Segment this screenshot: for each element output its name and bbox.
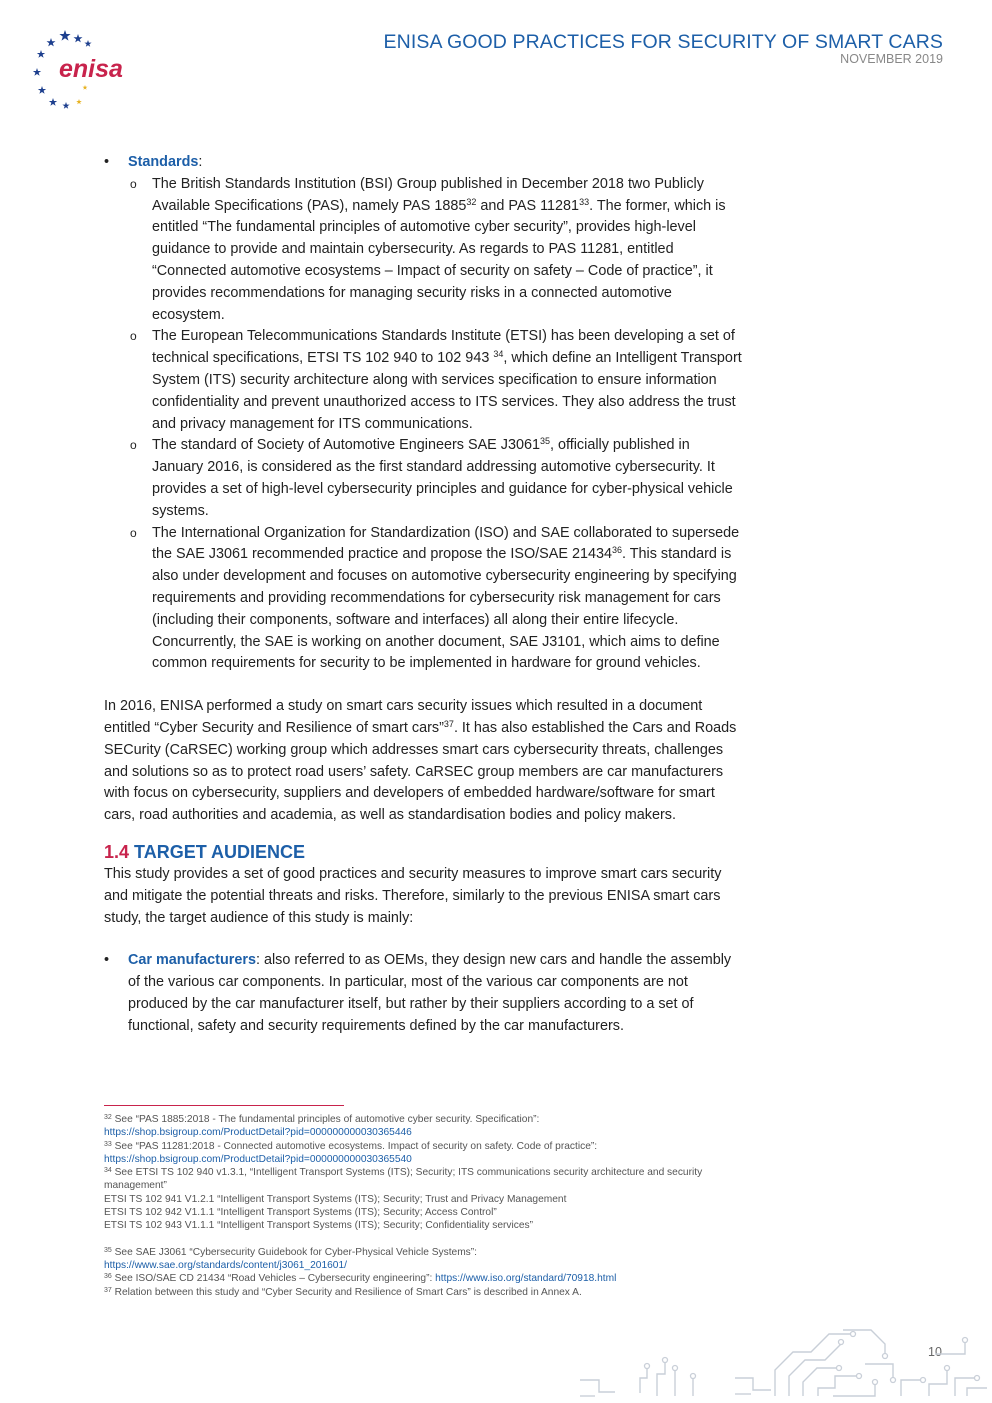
audience-list [104,950,744,1037]
item-text: , which define an Intelligent Transport System (ITS) security architecture along with services specification to ensure information confidentiality and prevent unauthorized access to ITS services. They also address the trust and privacy management for ITS communications. [152,350,742,432]
footnote-number: 35 [104,1246,112,1254]
footnote-34-line2: ETSI TS 102 941 V1.2.1 “Intelligent Transport Systems (ITS); Security; Trust and Privacy Management [104,1193,567,1205]
page-number: 10 [928,1345,942,1359]
footnote-number: 33 [104,1140,112,1148]
footnote-separator [104,1105,344,1106]
footnote-ref-33[interactable]: 33 [579,196,590,207]
car-manufacturers-text: : also referred to as OEMs, they design new cars and handle the assembly of the various car components. In particular, most of the various car components are not produced by the car manufacturer itself, but rather by their suppliers according to a set of functional, safety and security requirements defined by the car manufacturers. [128,952,732,1034]
standard-item-etsi [128,326,744,435]
footnote-34 [104,1166,744,1193]
footnotes [104,1113,744,1299]
paragraph-text: In 2016, ENISA performed a study on smart cars security issues which resulted in a document entitled “Cyber Security and Resilience of smart cars” [104,698,703,736]
item-text: The standard of Society of Automotive Engineers SAE J3061 [152,437,540,454]
circuit-decoration [575,1318,992,1403]
footnote-number: 34 [104,1167,112,1175]
section-heading [104,841,744,864]
item-text: The British Standards Institution (BSI) Group published in December 2018 two Publicly Available Specifications (PAS), namely PAS 1885 [152,175,704,214]
standard-item-iso [128,523,744,676]
section-title: TARGET AUDIENCE [134,841,306,862]
enisa-paragraph [104,696,744,827]
standards-bullet [104,152,744,675]
document-title: ENISA GOOD PRACTICES FOR SECURITY OF SMART CARS [383,31,943,53]
footnote-34-line4: ETSI TS 102 943 V1.1.1 “Intelligent Transport Systems (ITS); Security; Confidentiality services” [104,1220,533,1232]
footnote-ref-35[interactable]: 35 [539,436,550,447]
item-text: . The former, which is entitled “The fundamental principles of automotive cyber security”, provides high-level guidance to provide and maintain cybersecurity. As regards to PAS 11281, entitled “Connected automotive ecosystems – Impact of security on safety – Code of practice”, it provides recommendations for managing security risks in a connected automotive ecosystem. [152,197,726,323]
footnote-34-line3: ETSI TS 102 942 V1.1.1 “Intelligent Transport Systems (ITS); Security; Access Control” [104,1207,497,1219]
standards-colon: : [198,154,203,170]
footnote-ref-34[interactable]: 34 [493,349,504,360]
paragraph-text: . It has also established the Cars and Roads SECurity (CaRSEC) working group which addresses smart cars cybersecurity threats, challenges and solutions so as to protect road users’ safety. CaRSEC group members are car manufacturers with focus on cybersecurity, suppliers and developers of embedded hardware/software for smart cars, road authorities and academia, as well as standardisation bodies and policy makers. [104,719,737,824]
footnote-ref-36[interactable]: 36 [612,545,623,556]
standards-term: Standards [128,154,199,170]
footnote-text: See SAE J3061 “Cybersecurity Guidebook for Cyber-Physical Vehicle Systems”: [111,1246,478,1258]
footnote-36 [104,1272,744,1285]
section-number: 1.4 [104,841,130,862]
footnote-text: See “PAS 11281:2018 - Connected automotive ecosystems. Impact of security on safety. Code of practice”: [111,1140,598,1152]
footnote-35 [104,1246,744,1259]
item-text: , officially published in January 2016, is considered as the first standard addressing automotive cybersecurity. It provides a set of high-level cybersecurity principles and guidance for cyber-physical vehicle systems. [152,437,733,519]
footnote-number: 37 [104,1286,112,1294]
footnote-35-link[interactable]: https://www.sae.org/standards/content/j3061_201601/ [104,1259,347,1271]
standards-list [104,152,744,675]
footnote-37 [104,1286,744,1299]
logo-wordmark: enisa [59,55,123,83]
footnote-number: 36 [104,1273,112,1281]
section-intro: This study provides a set of good practices and security measures to improve smart cars security and mitigate the potential threats and risks. Therefore, similarly to the previous ENISA smart cars study, the target audience of this study is mainly: [104,865,722,926]
footnote-32 [104,1113,744,1126]
footnote-text: See ETSI TS 102 940 v1.3.1, “Intelligent Transport Systems (ITS); Security; ITS communications security architecture and security management” [104,1167,703,1192]
standards-sublist [128,174,744,675]
footnote-text: Relation between this study and “Cyber Security and Resilience of Smart Cars” is described in Annex A. [111,1286,582,1298]
item-text: The International Organization for Standardization (ISO) and SAE collaborated to supersede the SAE J3061 recommended practice and propose the ISO/SAE 21434 [152,524,740,563]
footnote-ref-37[interactable]: 37 [443,718,454,729]
footnote-33 [104,1140,744,1153]
footnote-spacer [104,1233,744,1246]
standard-item-sae [128,435,744,522]
standard-item-bsi [128,174,744,327]
document-date: NOVEMBER 2019 [840,52,943,66]
item-text: The European Telecommunications Standards Institute (ETSI) has been developing a set of technical specifications, ETSI TS 102 940 to 102 943 [152,328,735,367]
footnote-ref-32[interactable]: 32 [466,196,477,207]
enisa-logo [28,28,128,114]
footnote-32-link[interactable]: https://shop.bsigroup.com/ProductDetail?pid=000000000030365446 [104,1127,412,1139]
audience-item-car-manufacturers [104,950,744,1037]
footnote-33-link[interactable]: https://shop.bsigroup.com/ProductDetail?pid=000000000030365540 [104,1153,412,1165]
main-content [104,152,744,1037]
footnote-text: See ISO/SAE CD 21434 “Road Vehicles – Cybersecurity engineering”: [111,1273,436,1285]
enisa-logo-graphic [28,28,128,114]
footnote-number: 32 [104,1114,112,1121]
footnote-text: See “PAS 1885:2018 - The fundamental principles of automotive cyber security. Specification”: [111,1114,540,1125]
item-text: and PAS 11281 [476,197,580,214]
item-text: . This standard is also under development and focuses on automotive cybersecurity engineering by specifying requirements and providing recommendations for cybersecurity risk management for cars (including their components, software and interfaces) all along their entire lifecycle. Concurrently, the SAE is working on another document, SAE J3101, which aims to define common requirements for security to be implemented in hardware for ground vehicles. [152,546,737,672]
car-manufacturers-term: Car manufacturers [128,952,256,969]
footnote-36-link[interactable]: https://www.iso.org/standard/70918.html [435,1273,617,1285]
